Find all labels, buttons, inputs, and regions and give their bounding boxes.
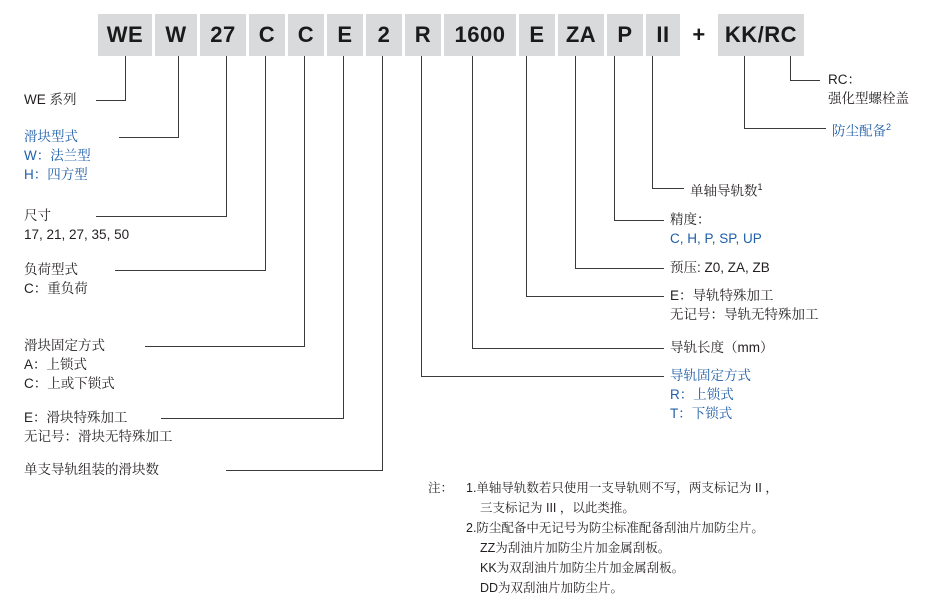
label-size: [24, 206, 129, 244]
label-rail-mount-option-t: T：下锁式: [670, 406, 733, 421]
note-line-6: DD为双刮油片加防尘片。: [480, 581, 624, 595]
label-rail-length-title: 导轨长度（mm）: [670, 340, 774, 355]
label-dust-kit-title: 防尘配备: [832, 123, 886, 139]
leader-line-rail-count-horizontal: [652, 188, 684, 189]
code-cell-dust-kit: KK/RC: [718, 14, 804, 56]
code-cell-block-type: W: [155, 14, 197, 56]
notes-block: [466, 478, 778, 598]
leader-line-rail-length-horizontal: [472, 348, 664, 349]
code-cell-rail-mount: R: [405, 14, 441, 56]
leader-line-dust-kit-horizontal: [744, 128, 826, 129]
label-rc-desc: 强化型螺栓盖: [828, 91, 909, 106]
label-load-type-title: 负荷型式: [24, 262, 78, 277]
leader-line-dust-kit-vertical: [744, 56, 745, 128]
leader-line-preload-vertical: [575, 56, 576, 268]
leader-line-rail-special-horizontal: [526, 296, 664, 297]
label-preload: [670, 258, 770, 277]
label-block-count: [24, 460, 159, 479]
label-series-line1: WE 系列: [24, 92, 77, 107]
label-block-type-option-h: H：四方型: [24, 167, 88, 182]
code-cell-load-type: C: [249, 14, 285, 56]
code-cell-series: WE: [98, 14, 152, 56]
note-line-5: KK为双刮油片加防尘片加金属刮板。: [480, 561, 685, 575]
label-rc-title: RC：: [828, 72, 861, 87]
code-cell-block-special: E: [327, 14, 363, 56]
label-rail-mount: [670, 366, 751, 423]
label-rail-count-footnote-marker: 1: [757, 182, 763, 192]
leader-line-block-mount-vertical: [304, 56, 305, 346]
label-rail-special-option-none: 无记号：导轨无特殊加工: [670, 307, 819, 322]
leader-line-block-mount-horizontal: [145, 346, 305, 347]
label-dust-kit-footnote-marker: 2: [886, 122, 892, 132]
label-rail-special: [670, 286, 819, 324]
label-rail-mount-title: 导轨固定方式: [670, 368, 751, 383]
code-cell-preload: ZA: [558, 14, 604, 56]
code-cell-accuracy: P: [607, 14, 643, 56]
label-block-special: [24, 408, 173, 446]
label-load-type-option-c: C：重负荷: [24, 281, 88, 296]
label-load-type: [24, 260, 88, 298]
label-block-mount: [24, 336, 115, 393]
leader-line-rail-count-vertical: [652, 56, 653, 188]
leader-line-block-special-horizontal: [161, 418, 344, 419]
label-rail-length: [670, 338, 774, 357]
label-rail-mount-option-r: R：上锁式: [670, 387, 734, 402]
notes-label-text: 注：: [428, 481, 454, 495]
code-cell-block-count: 2: [366, 14, 402, 56]
label-size-values: 17, 21, 27, 35, 50: [24, 227, 130, 242]
code-cell-rail-length: 1600: [444, 14, 516, 56]
leader-line-preload-horizontal: [575, 268, 664, 269]
label-rc: [828, 70, 909, 108]
label-series: [24, 90, 77, 109]
label-block-mount-option-a: A：上锁式: [24, 357, 88, 372]
label-accuracy-title: 精度：: [670, 212, 711, 227]
leader-line-load-type-horizontal: [115, 270, 266, 271]
code-cell-rail-count: II: [646, 14, 680, 56]
code-cell-block-mount: C: [288, 14, 324, 56]
label-block-type: [24, 127, 91, 184]
label-size-title: 尺寸: [24, 208, 51, 223]
code-cell-plus: +: [692, 22, 706, 47]
leader-line-load-type-vertical: [265, 56, 266, 270]
model-code-row: [98, 14, 807, 56]
label-rail-special-option-e: E：导轨特殊加工: [670, 288, 774, 303]
leader-line-rail-length-vertical: [472, 56, 473, 348]
note-line-4: ZZ为刮油片加防尘片加金属刮板。: [480, 541, 671, 555]
label-block-type-title: 滑块型式: [24, 129, 78, 144]
label-block-special-option-e: E：滑块特殊加工: [24, 410, 128, 425]
leader-line-block-count-vertical: [382, 56, 383, 470]
leader-line-rc-vertical: [790, 56, 791, 80]
label-rail-count-title: 单轴导轨数: [690, 183, 758, 199]
note-line-3: 2.防尘配备中无记号为防尘标准配备刮油片加防尘片。: [466, 521, 764, 535]
label-accuracy-values: C, H, P, SP, UP: [670, 231, 762, 246]
notes-label: [428, 478, 453, 498]
label-block-mount-option-c: C：上或下锁式: [24, 376, 115, 391]
label-rail-count: [690, 178, 763, 201]
label-accuracy: [670, 210, 762, 248]
label-block-count-title: 单支导轨组装的滑块数: [24, 462, 159, 477]
leader-line-rc-horizontal: [790, 80, 820, 81]
leader-line-rail-mount-vertical: [421, 56, 422, 376]
leader-line-series-horizontal: [96, 100, 126, 101]
leader-line-block-type-vertical: [178, 56, 179, 137]
note-line-1: 1.单轴导轨数若只使用一支导轨则不写，两支标记为 II ，: [466, 481, 778, 495]
note-line-2: 三支标记为 III ，以此类推。: [480, 501, 635, 515]
leader-line-accuracy-vertical: [614, 56, 615, 220]
label-block-type-option-w: W：法兰型: [24, 148, 91, 163]
label-block-special-option-none: 无记号：滑块无特殊加工: [24, 429, 173, 444]
leader-line-block-count-horizontal: [226, 470, 383, 471]
code-cell-rail-special: E: [519, 14, 555, 56]
label-block-mount-title: 滑块固定方式: [24, 338, 105, 353]
code-cell-size: 27: [200, 14, 246, 56]
leader-line-size-vertical: [226, 56, 227, 216]
label-dust-kit: [832, 118, 891, 141]
leader-line-block-special-vertical: [343, 56, 344, 418]
leader-line-rail-special-vertical: [526, 56, 527, 296]
label-preload-title: 预压: Z0, ZA, ZB: [670, 260, 770, 275]
leader-line-block-type-horizontal: [119, 137, 179, 138]
leader-line-series-vertical: [125, 56, 126, 100]
leader-line-accuracy-horizontal: [614, 220, 664, 221]
leader-line-rail-mount-horizontal: [421, 376, 664, 377]
